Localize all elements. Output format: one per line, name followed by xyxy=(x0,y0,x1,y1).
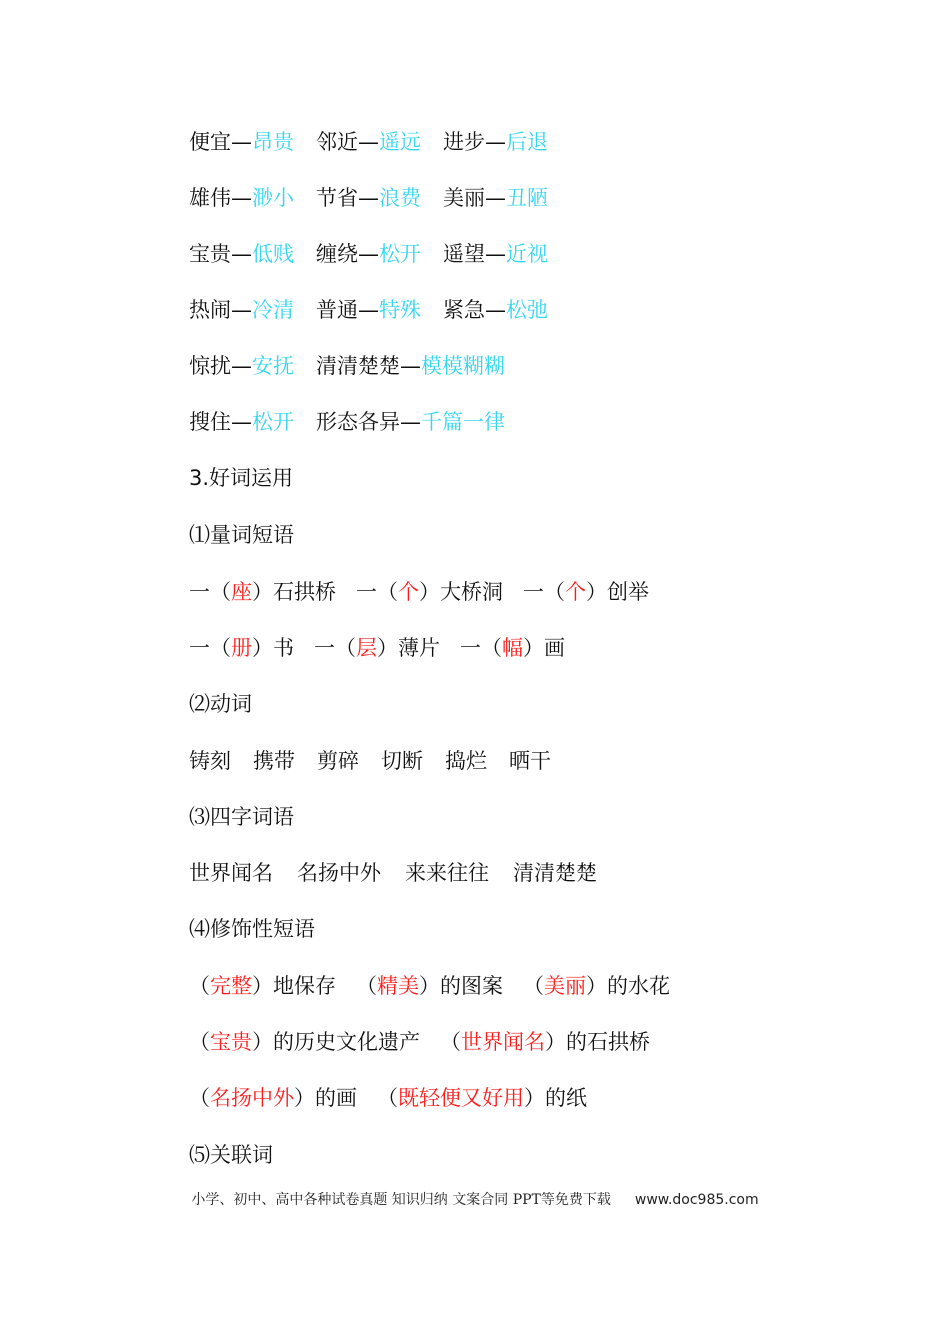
dash: — xyxy=(358,186,379,210)
word: 节省 xyxy=(316,186,358,210)
antonym-answer: 遥远 xyxy=(379,130,421,154)
answer-word: 册 xyxy=(231,636,252,660)
phrase-prefix: 一（ xyxy=(356,580,398,604)
answer-word: 座 xyxy=(231,580,252,604)
word: 来来往往 xyxy=(405,861,489,885)
dash: — xyxy=(485,186,506,210)
word: 晒干 xyxy=(509,749,551,773)
word: 铸刻 xyxy=(189,749,231,773)
phrase-prefix: 一（ xyxy=(460,636,502,660)
antonym-answer: 后退 xyxy=(506,130,548,154)
antonym-pair xyxy=(316,351,505,381)
modifier-row xyxy=(189,971,670,1001)
modifier-row xyxy=(189,1083,587,1113)
answer-word: 个 xyxy=(398,580,419,604)
footer-text: 小学、初中、高中各种试卷真题 知识归纳 文案合同 PPT等免费下载 xyxy=(191,1192,611,1208)
word: 雄伟 xyxy=(189,186,231,210)
answer-word: 幅 xyxy=(502,636,523,660)
antonym-answer: 千篇一律 xyxy=(421,410,505,434)
phrase-prefix: 一（ xyxy=(523,580,565,604)
antonym-pair xyxy=(443,295,548,325)
modifier-row xyxy=(189,1027,650,1057)
phrase-suffix: ）的纸 xyxy=(524,1086,587,1110)
measure-word-row xyxy=(189,633,565,663)
phrase-suffix: ）薄片 xyxy=(377,636,440,660)
word: 缠绕 xyxy=(316,242,358,266)
modifier-phrase xyxy=(189,1027,420,1057)
antonym-answer: 昂贵 xyxy=(252,130,294,154)
answer-word: 宝贵 xyxy=(210,1030,252,1054)
answer-word: 美丽 xyxy=(544,974,586,998)
dash: — xyxy=(231,130,252,154)
answer-word: 完整 xyxy=(210,974,252,998)
phrase-suffix: ）创举 xyxy=(586,580,649,604)
word: 热闹 xyxy=(189,298,231,322)
phrase-prefix: 一（ xyxy=(314,636,356,660)
dash: — xyxy=(358,130,379,154)
word: 美丽 xyxy=(443,186,485,210)
word: 宝贵 xyxy=(189,242,231,266)
word: 切断 xyxy=(381,749,423,773)
antonym-answer: 冷清 xyxy=(252,298,294,322)
modifier-phrase xyxy=(377,1083,587,1113)
dash: — xyxy=(231,242,252,266)
conjunction-heading: ⑸关联词 xyxy=(189,1143,273,1167)
word: 搜住 xyxy=(189,410,231,434)
word: 形态各异 xyxy=(316,410,400,434)
dash: — xyxy=(358,242,379,266)
word: 携带 xyxy=(253,749,295,773)
dash: — xyxy=(231,186,252,210)
word: 惊扰 xyxy=(189,354,231,378)
word: 便宜 xyxy=(189,130,231,154)
answer-word: 既轻便又好用 xyxy=(398,1086,524,1110)
dash: — xyxy=(231,410,252,434)
antonym-pair xyxy=(189,127,294,157)
answer-word: 层 xyxy=(356,636,377,660)
section-heading: 3.好词运用 xyxy=(189,466,294,490)
dash: — xyxy=(485,298,506,322)
antonym-answer: 渺小 xyxy=(252,186,294,210)
measure-word-phrase xyxy=(189,577,336,607)
modifier-phrase xyxy=(440,1027,650,1057)
antonym-pair xyxy=(443,127,548,157)
measure-word-phrase xyxy=(189,633,294,663)
word: 进步 xyxy=(443,130,485,154)
answer-word: 精美 xyxy=(377,974,419,998)
modifier-phrase xyxy=(523,971,670,1001)
antonym-row xyxy=(189,407,505,437)
phrase-prefix: （ xyxy=(440,1030,461,1054)
phrase-suffix: ）的水花 xyxy=(586,974,670,998)
dash: — xyxy=(485,242,506,266)
dash: — xyxy=(231,354,252,378)
verb-row xyxy=(189,746,551,776)
antonym-pair xyxy=(443,183,548,213)
word: 剪碎 xyxy=(317,749,359,773)
phrase-prefix: （ xyxy=(189,1030,210,1054)
antonym-row xyxy=(189,239,548,269)
antonym-pair xyxy=(189,351,294,381)
antonym-row xyxy=(189,351,505,381)
phrase-prefix: （ xyxy=(356,974,377,998)
antonym-answer: 丑陋 xyxy=(506,186,548,210)
dash: — xyxy=(231,298,252,322)
four-char-row xyxy=(189,858,597,888)
phrase-suffix: ）的画 xyxy=(294,1086,357,1110)
antonym-pair xyxy=(189,407,294,437)
antonym-row xyxy=(189,183,548,213)
phrase-suffix: ）石拱桥 xyxy=(252,580,336,604)
modifier-phrase xyxy=(189,1083,357,1113)
answer-word: 世界闻名 xyxy=(461,1030,545,1054)
word: 紧急 xyxy=(443,298,485,322)
word: 邻近 xyxy=(316,130,358,154)
phrase-suffix: ）画 xyxy=(523,636,565,660)
four-char-heading: ⑶四字词语 xyxy=(189,805,294,829)
antonym-answer: 松弛 xyxy=(506,298,548,322)
phrase-prefix: 一（ xyxy=(189,636,231,660)
phrase-suffix: ）的历史文化遗产 xyxy=(252,1030,420,1054)
word: 世界闻名 xyxy=(189,861,273,885)
phrase-prefix: （ xyxy=(523,974,544,998)
antonym-pair xyxy=(189,239,294,269)
modifier-phrase xyxy=(189,971,336,1001)
antonym-pair xyxy=(443,239,548,269)
measure-word-phrase xyxy=(314,633,440,663)
antonym-answer: 特殊 xyxy=(379,298,421,322)
phrase-prefix: （ xyxy=(377,1086,398,1110)
answer-word: 名扬中外 xyxy=(210,1086,294,1110)
dash: — xyxy=(400,410,421,434)
phrase-prefix: （ xyxy=(189,1086,210,1110)
antonym-answer: 模模糊糊 xyxy=(421,354,505,378)
antonym-answer: 安抚 xyxy=(252,354,294,378)
antonym-answer: 松开 xyxy=(252,410,294,434)
word: 普通 xyxy=(316,298,358,322)
measure-word-phrase xyxy=(356,577,503,607)
word: 遥望 xyxy=(443,242,485,266)
antonym-answer: 浪费 xyxy=(379,186,421,210)
phrase-suffix: ）地保存 xyxy=(252,974,336,998)
antonym-pair xyxy=(189,295,294,325)
antonym-row xyxy=(189,127,548,157)
antonym-pair xyxy=(316,127,421,157)
modifier-phrase xyxy=(356,971,503,1001)
footer-url[interactable]: www.doc985.com xyxy=(634,1192,759,1208)
phrase-prefix: 一（ xyxy=(189,580,231,604)
dash: — xyxy=(485,130,506,154)
modifier-heading: ⑷修饰性短语 xyxy=(189,917,315,941)
measure-word-phrase xyxy=(523,577,649,607)
antonym-pair xyxy=(316,239,421,269)
verb-heading: ⑵动词 xyxy=(189,692,252,716)
word: 名扬中外 xyxy=(297,861,381,885)
antonym-pair xyxy=(316,183,421,213)
word: 清清楚楚 xyxy=(513,861,597,885)
antonym-answer: 低贱 xyxy=(252,242,294,266)
phrase-suffix: ）书 xyxy=(252,636,294,660)
measure-word-row xyxy=(189,577,649,607)
dash: — xyxy=(400,354,421,378)
antonym-row xyxy=(189,295,548,325)
measure-word-phrase xyxy=(460,633,565,663)
phrase-prefix: （ xyxy=(189,974,210,998)
answer-word: 个 xyxy=(565,580,586,604)
dash: — xyxy=(358,298,379,322)
phrase-suffix: ）的石拱桥 xyxy=(545,1030,650,1054)
antonym-pair xyxy=(316,407,505,437)
antonym-pair xyxy=(316,295,421,325)
antonym-answer: 松开 xyxy=(379,242,421,266)
phrase-suffix: ）的图案 xyxy=(419,974,503,998)
word: 清清楚楚 xyxy=(316,354,400,378)
measure-word-heading: ⑴量词短语 xyxy=(189,523,294,547)
antonym-pair xyxy=(189,183,294,213)
word: 捣烂 xyxy=(445,749,487,773)
phrase-suffix: ）大桥洞 xyxy=(419,580,503,604)
page-footer xyxy=(0,1189,950,1209)
antonym-answer: 近视 xyxy=(506,242,548,266)
